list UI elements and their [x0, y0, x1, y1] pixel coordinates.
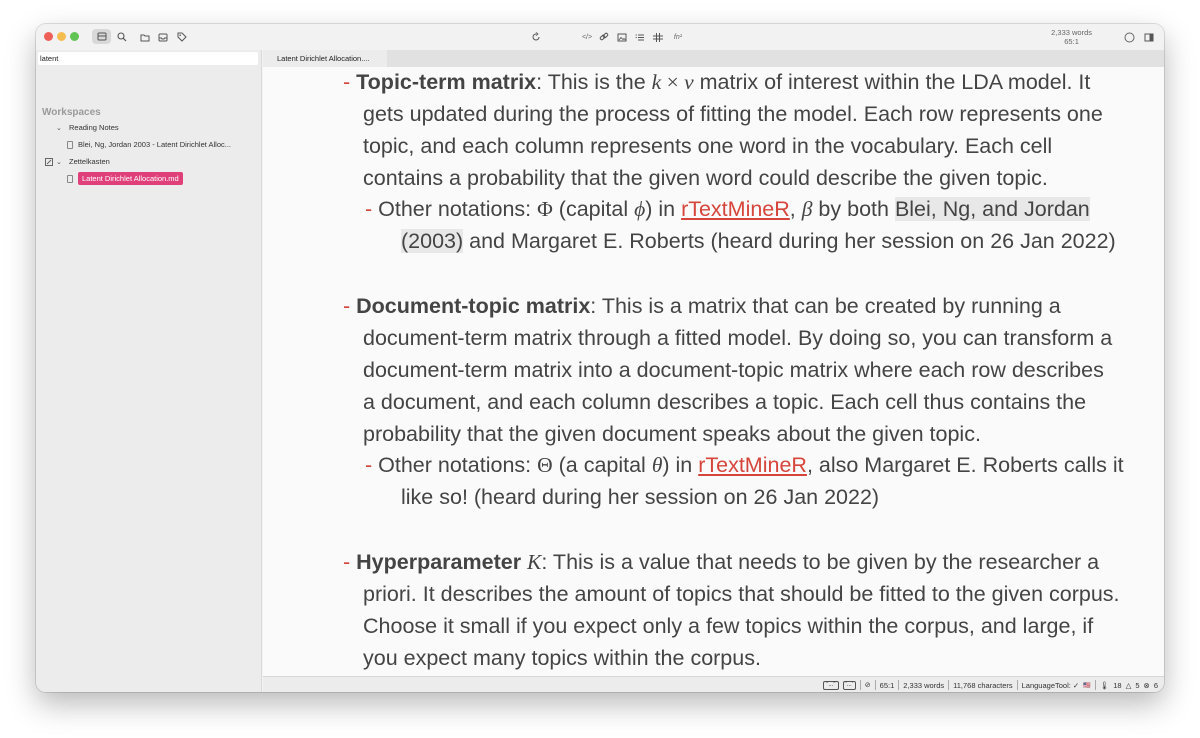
warning-count[interactable]: 5: [1135, 680, 1140, 690]
footnote-button[interactable]: [672, 30, 684, 44]
divider: [898, 680, 899, 690]
tree-item-label: Zettelkasten: [69, 157, 110, 166]
citation: (2003): [401, 229, 464, 253]
search-icon: [117, 32, 127, 42]
status-bar: [263, 676, 1164, 692]
flag-icon: 🇺🇸: [1083, 682, 1091, 689]
divider: [875, 680, 876, 690]
editor-line: - Other notations: Θ (a capital θ) in rTextMineR, also Margaret E. Roberts calls it: [365, 453, 1124, 477]
link-button[interactable]: [598, 30, 610, 44]
tray-icon: [158, 33, 168, 42]
tag-icon: [177, 32, 187, 42]
readability-icon[interactable]: ⊘: [864, 682, 871, 689]
folder-icon: [140, 33, 150, 42]
word-count-display[interactable]: [1051, 28, 1092, 46]
file-sidebar: [36, 50, 262, 692]
tree-item-label: Reading Notes: [69, 123, 119, 132]
error-count[interactable]: 6: [1153, 680, 1158, 690]
refresh-button[interactable]: [530, 30, 542, 44]
term-hyperparameter: Hyperparameter: [356, 550, 528, 574]
divider: [1017, 680, 1018, 690]
code-button[interactable]: [581, 30, 593, 44]
sidebar-icon: [1144, 33, 1154, 42]
tree-item-label: Latent Dirichlet Allocation.md: [78, 172, 183, 185]
citation: Blei, Ng, and Jordan: [894, 197, 1090, 221]
editor-line: like so! (heard during her session on 26 Jan 2022): [401, 485, 880, 509]
word-count: 2,333 words: [1051, 28, 1092, 37]
export-button[interactable]: [157, 30, 169, 44]
tree-folder-zettelkasten[interactable]: [45, 157, 110, 166]
editor-line: (2003) and Margaret E. Roberts (heard during her session on 26 Jan 2022): [401, 229, 1116, 253]
app-window: [36, 24, 1164, 692]
single-quotes-button[interactable]: '...': [843, 681, 856, 690]
info-count[interactable]: 18: [1113, 680, 1122, 690]
editor-line: - Document-topic matrix: This is a matrix that can be created by running a: [343, 294, 1061, 318]
editor-line: you expect many topics within the corpus.: [363, 646, 761, 670]
tab-bar: [263, 50, 1164, 67]
editor-line: - Other notations: Φ (capital ϕ) in rTextMineR, β by both Blei, Ng, and Jordan: [365, 197, 1090, 221]
editor-line: topic, and each column represents one word in the vocabulary. Each cell: [363, 134, 1053, 158]
languagetool-status[interactable]: LanguageTool: ✓: [1021, 680, 1080, 690]
pomodoro-button[interactable]: [1123, 30, 1135, 44]
file-manager-icon: [92, 29, 111, 44]
link-icon: [599, 32, 609, 42]
file-icon: [67, 141, 73, 149]
file-icon: [67, 175, 73, 183]
editor-line: a document, and each column describes a topic. Each cell thus contains the: [363, 390, 1087, 414]
search-button[interactable]: [115, 30, 129, 44]
minimize-window-button[interactable]: [57, 32, 66, 41]
list-icon: [635, 33, 645, 42]
code-icon: </>: [581, 33, 593, 41]
refresh-icon: [531, 32, 541, 42]
sidebar-toggle-button[interactable]: [92, 29, 111, 44]
lint-icon: 🌡: [1099, 680, 1110, 690]
table-icon: [653, 33, 663, 42]
editor-line: priori. It describes the amount of topics that should be fitted to the given corpus.: [363, 582, 1120, 606]
sidebar-right-toggle[interactable]: [1143, 30, 1155, 44]
tree-item-label: Blei, Ng, Jordan 2003 - Latent Dirichlet Alloc...: [78, 140, 231, 149]
list-button[interactable]: [634, 30, 646, 44]
footnote-icon: fn¹: [673, 33, 683, 41]
chevron-down-icon: ⌄: [56, 158, 62, 166]
editor-line: - Topic-term matrix: This is the k × v matrix of interest within the LDA model. It: [343, 70, 1091, 94]
tag-button[interactable]: [176, 30, 188, 44]
warning-icon: △: [1125, 680, 1132, 690]
table-button[interactable]: [652, 30, 664, 44]
tree-file-blei[interactable]: [67, 140, 231, 149]
toolbar: [36, 24, 1164, 50]
workspaces-heading: Workspaces: [42, 107, 101, 118]
markdown-editor[interactable]: [263, 67, 1164, 676]
editor-line: contains a probability that the given word could describe the given topic.: [363, 166, 1048, 190]
file-search-input[interactable]: [38, 52, 258, 65]
error-icon: ⊗: [1143, 680, 1150, 690]
term-document-topic: Document-topic matrix: [356, 294, 591, 318]
image-button[interactable]: [616, 30, 628, 44]
term-topic-term: Topic-term matrix: [356, 70, 537, 94]
edit-folder-icon: [45, 158, 53, 166]
tree-file-latent-dirichlet[interactable]: [67, 172, 183, 185]
close-window-button[interactable]: [44, 32, 53, 41]
divider: [948, 680, 949, 690]
divider: [1095, 680, 1096, 690]
status-cursor-position: 65:1: [879, 680, 895, 690]
status-character-count: 11,768 characters: [953, 680, 1013, 690]
editor-line: document-term matrix into a document-topic matrix where each row describes: [363, 358, 1104, 382]
tree-folder-reading-notes[interactable]: [56, 123, 119, 132]
editor-line: - Hyperparameter K: This is a value that needs to be given by the researcher a: [343, 550, 1100, 574]
editor-line: document-term matrix through a fitted model. By doing so, you can transform a: [363, 326, 1113, 350]
status-word-count: 2,333 words: [903, 680, 945, 690]
editor-line: Choose it small if you expect only a few topics within the corpus, and large, if: [363, 614, 1094, 638]
divider: [860, 680, 861, 690]
tab-latent-dirichlet[interactable]: Latent Dirichlet Allocation....: [263, 50, 387, 67]
rtextminer-link[interactable]: rTextMineR: [698, 453, 807, 477]
editor-line: probability that the given document speaks about the given topic.: [363, 422, 981, 446]
double-quotes-button[interactable]: "...": [823, 681, 838, 690]
chevron-down-icon: ⌄: [56, 124, 62, 132]
editor-line: gets updated during the process of fitting the model. Each row represents one: [363, 102, 1103, 126]
rtextminer-link[interactable]: rTextMineR: [681, 197, 790, 221]
circle-icon: [1124, 32, 1135, 43]
zoom-window-button[interactable]: [70, 32, 79, 41]
image-icon: [617, 33, 627, 42]
cursor-position: 65:1: [1064, 37, 1079, 46]
open-folder-button[interactable]: [139, 30, 151, 44]
